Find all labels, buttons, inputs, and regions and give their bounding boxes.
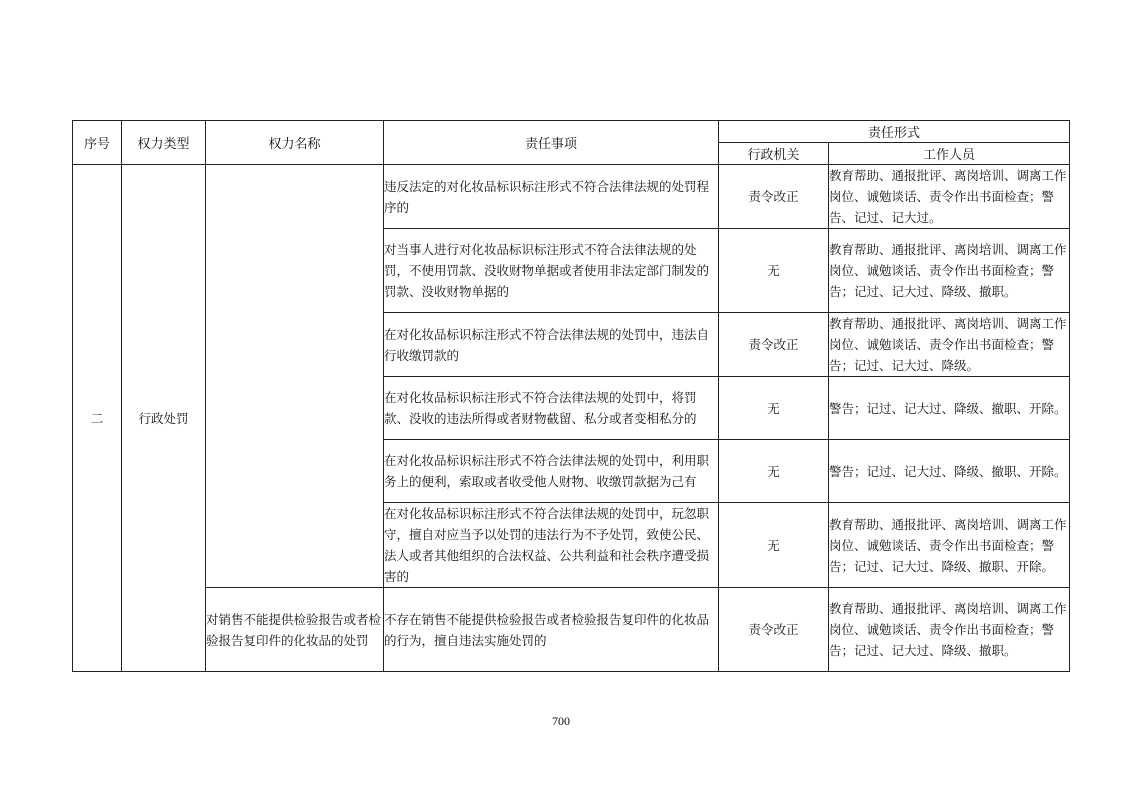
duty-cell: 违反法定的对化妆品标识标注形式不符合法律法规的处罚程序的	[384, 165, 719, 229]
duty-cell: 不存在销售不能提供检验报告或者检验报告复印件的化妆品的行为，擅自违法实施处罚的	[384, 588, 719, 672]
staff-cell: 警告；记过、记大过、降级、撤职、开除。	[829, 377, 1070, 440]
agency-cell: 责令改正	[719, 165, 829, 229]
staff-cell: 教育帮助、通报批评、离岗培训、调离工作岗位、诚勉谈话、责令作出书面检查；警告；记过、记大过、降级、撤职、开除。	[829, 503, 1070, 588]
agency-cell: 无	[719, 440, 829, 503]
header-seq: 序号	[73, 121, 122, 165]
duty-cell: 在对化妆品标识标注形式不符合法律法规的处罚中，玩忽职守，擅自对应当予以处罚的违法行为不予处罚，致使公民、法人或者其他组织的合法权益、公共利益和社会秩序遭受损害的	[384, 503, 719, 588]
staff-cell: 警告；记过、记大过、降级、撤职、开除。	[829, 440, 1070, 503]
duty-cell: 对当事人进行对化妆品标识标注形式不符合法律法规的处罚，不使用罚款、没收财物单据或者使用非法定部门制发的罚款、没收财物单据的	[384, 229, 719, 313]
duty-cell: 在对化妆品标识标注形式不符合法律法规的处罚中，违法自行收缴罚款的	[384, 313, 719, 377]
power-name-cell: 对销售不能提供检验报告或者检验报告复印件的化妆品的处罚	[206, 588, 384, 672]
staff-cell: 教育帮助、通报批评、离岗培训、调离工作岗位、诚勉谈话、责令作出书面检查；警告；记过、记大过、降级、撤职。	[829, 229, 1070, 313]
staff-cell: 教育帮助、通报批评、离岗培训、调离工作岗位、诚勉谈话、责令作出书面检查；警告；记过、记大过、降级。	[829, 313, 1070, 377]
agency-cell: 责令改正	[719, 313, 829, 377]
agency-cell: 无	[719, 229, 829, 313]
group-seq: 二	[73, 165, 122, 672]
duty-cell: 在对化妆品标识标注形式不符合法律法规的处罚中，利用职务上的便利，索取或者收受他人财物、收缴罚款据为己有	[384, 440, 719, 503]
group-power-type: 行政处罚	[122, 165, 206, 672]
group-power-name-empty	[206, 165, 384, 588]
agency-cell: 责令改正	[719, 588, 829, 672]
agency-cell: 无	[719, 503, 829, 588]
duty-cell: 在对化妆品标识标注形式不符合法律法规的处罚中，将罚款、没收的违法所得或者财物截留、私分或者变相私分的	[384, 377, 719, 440]
staff-cell: 教育帮助、通报批评、离岗培训、调离工作岗位、诚勉谈话、责令作出书面检查；警告；记过、记大过、降级、撤职。	[829, 588, 1070, 672]
header-staff: 工作人员	[829, 143, 1070, 165]
header-form: 责任形式	[719, 121, 1070, 143]
table-row	[73, 165, 1070, 229]
page-number: 700	[552, 714, 570, 728]
header-power-name: 权力名称	[206, 121, 384, 165]
staff-cell: 教育帮助、通报批评、离岗培训、调离工作岗位、诚勉谈话、责令作出书面检查；警告、记过、记大过。	[829, 165, 1070, 229]
table-row	[73, 588, 1070, 672]
header-agency: 行政机关	[719, 143, 829, 165]
header-power-type: 权力类型	[122, 121, 206, 165]
responsibility-table	[72, 120, 1070, 672]
agency-cell: 无	[719, 377, 829, 440]
header-duty: 责任事项	[384, 121, 719, 165]
